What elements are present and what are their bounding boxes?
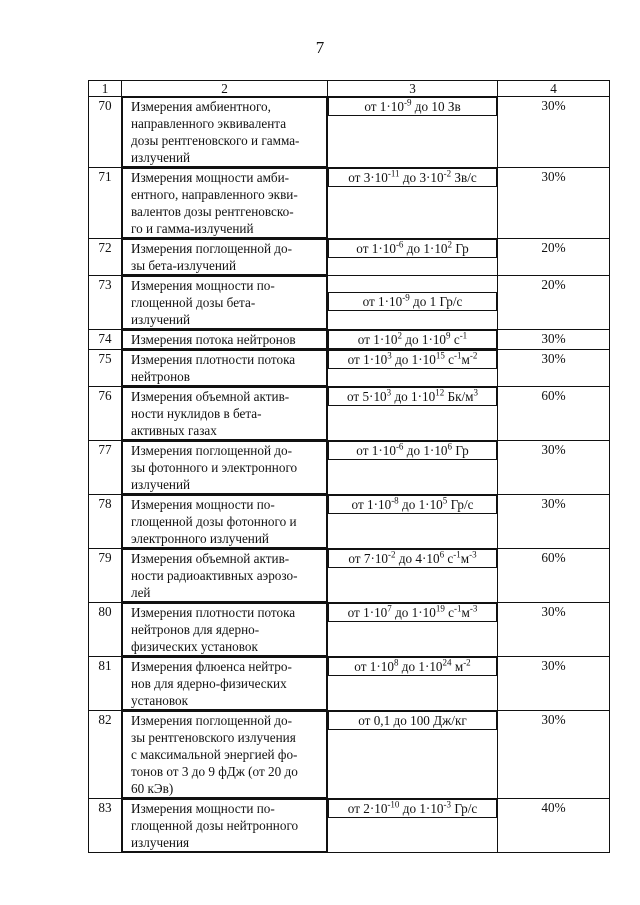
row-number: 82 [89,711,122,799]
measurement-name-line: Измерения объемной актив- [131,389,290,404]
measurement-name-line: Измерения флюенса нейтро- [131,659,292,674]
measurement-name-line: валентов дозы рентгеновско- [131,204,294,219]
table-row [89,168,610,239]
error-percent: 30% [498,603,610,657]
measurement-name-line: дозы рентгеновского и гамма- [131,133,300,148]
error-percent: 30% [498,657,610,711]
row-number: 73 [89,276,122,330]
error-percent: 20% [498,276,610,330]
measurement-range: от $1\cdot 10^{-8}$ до $1\cdot 10^5$ Гр/с [328,495,497,514]
measurement-name-line: ности радиоактивных аэрозо- [131,568,298,583]
row-number: 81 [89,657,122,711]
measurement-name-line: Измерения плотности потока [131,605,296,620]
measurement-range: от $7\cdot 10^{-2}$ до $4\cdot 10^6$ $с^{-1}м^{-3}$ [328,549,497,568]
table-row [89,330,610,350]
measurement-name-line: излучения [131,835,190,850]
measurement-name-line: установок [131,693,189,708]
table-row [89,603,610,657]
measurement-range: от $1\cdot 10^7$ до $1\cdot 10^{19}$ $с^{-1}м^{-3}$ [328,603,497,622]
measurement-name-cell [122,603,328,657]
table-row [89,239,610,276]
measurement-range: от 0,1 до 100 Дж/кг [328,711,497,730]
measurement-name [122,276,327,329]
header-col-2: 2 [122,81,328,97]
row-number: 80 [89,603,122,657]
measurement-range: от $2\cdot 10^{-10}$ до $1\cdot 10^{-3}$ Гр/с [328,799,497,818]
measurement-name-line: ности нуклидов в бета- [131,406,262,421]
row-number: 76 [89,387,122,441]
row-number: 78 [89,495,122,549]
measurement-range: от $3\cdot 10^{-11}$ до $3\cdot 10^{-2}$ Зв/с [328,168,497,187]
measurement-name-cell [122,799,328,853]
error-percent: 60% [498,387,610,441]
error-percent: 60% [498,549,610,603]
row-number: 83 [89,799,122,853]
measurement-range-cell [328,441,498,495]
row-number: 79 [89,549,122,603]
measurement-name-line: физических установок [131,639,258,654]
table-row [89,495,610,549]
measurement-name [122,239,327,275]
measurement-name-cell [122,350,328,387]
measurement-name-line: Измерения объемной актив- [131,551,290,566]
measurement-name-line: глощенной дозы фотонного и [131,514,297,529]
measurement-name-line: глощенной дозы бета- [131,295,256,310]
measurement-name-cell [122,441,328,495]
row-number: 70 [89,97,122,168]
measurement-name-cell [122,239,328,276]
measurement-range: от $5\cdot 10^3$ до $1\cdot 10^{12}$ $Бк/м^3$ [328,387,497,406]
measurement-name-line: электронного излучений [131,531,269,546]
measurement-name-line: нейтронов [131,369,190,384]
measurement-range: от $1\cdot 10^2$ до $1\cdot 10^9$ $с^{-1}$ [328,330,497,349]
error-percent: 30% [498,711,610,799]
measurement-name-line: Измерения плотности потока [131,352,296,367]
row-number: 72 [89,239,122,276]
measurement-name [122,350,327,386]
row-number: 77 [89,441,122,495]
measurement-name [122,387,327,440]
measurement-range-cell [328,168,498,239]
measurement-name [122,330,327,349]
measurement-range-cell [328,387,498,441]
measurement-name-cell [122,168,328,239]
measurement-range-cell [328,495,498,549]
measurement-range: от $1\cdot 10^8$ до $1\cdot 10^{24}$ $м^{-2}$ [328,657,497,676]
measurement-name-line: тонов от 3 до 9 фДж (от 20 до [131,764,298,779]
measurement-range-cell [328,711,498,799]
error-percent: 30% [498,97,610,168]
measurement-name-cell [122,97,328,168]
measurement-name-line: нов для ядерно-физических [131,676,287,691]
measurement-range: от $1\cdot 10^{-6}$ до $1\cdot 10^6$ Гр [328,441,497,460]
measurement-name-line: Измерения мощности по- [131,497,275,512]
header-col-4: 4 [498,81,610,97]
measurement-name [122,97,327,167]
measurement-name [122,549,327,602]
row-number: 75 [89,350,122,387]
measurement-range: от $1\cdot 10^{-9}$ до 10 Зв [328,97,497,116]
measurement-name-line: излучений [131,477,191,492]
measurement-range-cell [328,603,498,657]
measurement-name-line: глощенной дозы нейтронного [131,818,299,833]
measurement-name-cell [122,549,328,603]
measurement-name-cell [122,711,328,799]
table-row [89,441,610,495]
table-row [89,657,610,711]
error-percent: 40% [498,799,610,853]
error-percent: 20% [498,239,610,276]
table-row [89,711,610,799]
measurement-name-line: Измерения мощности по- [131,278,275,293]
header-col-1: 1 [89,81,122,97]
measurement-name-line: излучений [131,150,191,165]
error-percent: 30% [498,441,610,495]
measurement-range-cell [328,276,498,330]
measurement-name-cell [122,330,328,350]
row-number: 71 [89,168,122,239]
page-number: 7 [315,38,325,57]
measurement-name-line: активных газах [131,423,217,438]
row-number: 74 [89,330,122,350]
measurement-range-cell [328,549,498,603]
measurement-range-cell [328,239,498,276]
measurement-name-line: зы рентгеновского излучения [131,730,296,745]
measurement-range-cell [328,350,498,387]
measurement-range: от $1\cdot 10^{-6}$ до $1\cdot 10^2$ Гр [328,239,497,258]
measurement-name-line: с максимальной энергией фо- [131,747,298,762]
table-row [89,799,610,853]
measurement-range-cell [328,97,498,168]
measurement-range: от $1\cdot 10^3$ до $1\cdot 10^{15}$ $с^{-1}м^{-2}$ [328,350,497,369]
measurement-name-cell [122,276,328,330]
measurement-name-line: зы фотонного и электронного [131,460,298,475]
measurement-name [122,603,327,656]
measurement-name [122,799,327,852]
measurement-name-line: го и гамма-излучений [131,221,254,236]
table-row [89,97,610,168]
measurement-range-cell [328,657,498,711]
measurement-name-line: Измерения поглощенной до- [131,241,292,256]
measurement-name [122,168,327,238]
table-row [89,549,610,603]
measurement-name-line: излучений [131,312,191,327]
measurement-range-cell [328,330,498,350]
measurement-name-line: Измерения поглощенной до- [131,443,292,458]
measurement-name [122,441,327,494]
measurement-name-line: Измерения мощности по- [131,801,275,816]
measurement-name-line: 60 кЭв) [131,781,174,796]
measurement-name-line: Измерения поглощенной до- [131,713,292,728]
measurement-name-cell [122,495,328,549]
measurement-name-cell [122,387,328,441]
measurement-name-line: нейтронов для ядерно- [131,622,260,637]
table-row [89,350,610,387]
measurement-name-line: зы бета-излучений [131,258,237,273]
measurement-name-line: Измерения амбиентного, [131,99,271,114]
error-percent: 30% [498,168,610,239]
measurement-name [122,495,327,548]
measurement-name-line: Измерения мощности амби- [131,170,290,185]
measurement-name [122,711,327,798]
measurements-table [88,80,610,853]
header-col-3: 3 [328,81,498,97]
measurement-range: от $1\cdot 10^{-9}$ до 1 Гр/с [328,292,497,311]
error-percent: 30% [498,350,610,387]
measurement-name-line: ентного, направленного экви- [131,187,298,202]
measurement-name-line: Измерения потока нейтронов [131,332,296,347]
measurement-range-cell [328,799,498,853]
table-header-row [89,81,610,97]
error-percent: 30% [498,495,610,549]
measurement-name-cell [122,657,328,711]
table-row [89,387,610,441]
measurement-name [122,657,327,710]
measurement-name-line: направленного эквивалента [131,116,287,131]
table-row [89,276,610,330]
error-percent: 30% [498,330,610,350]
measurement-name-line: лей [131,585,151,600]
